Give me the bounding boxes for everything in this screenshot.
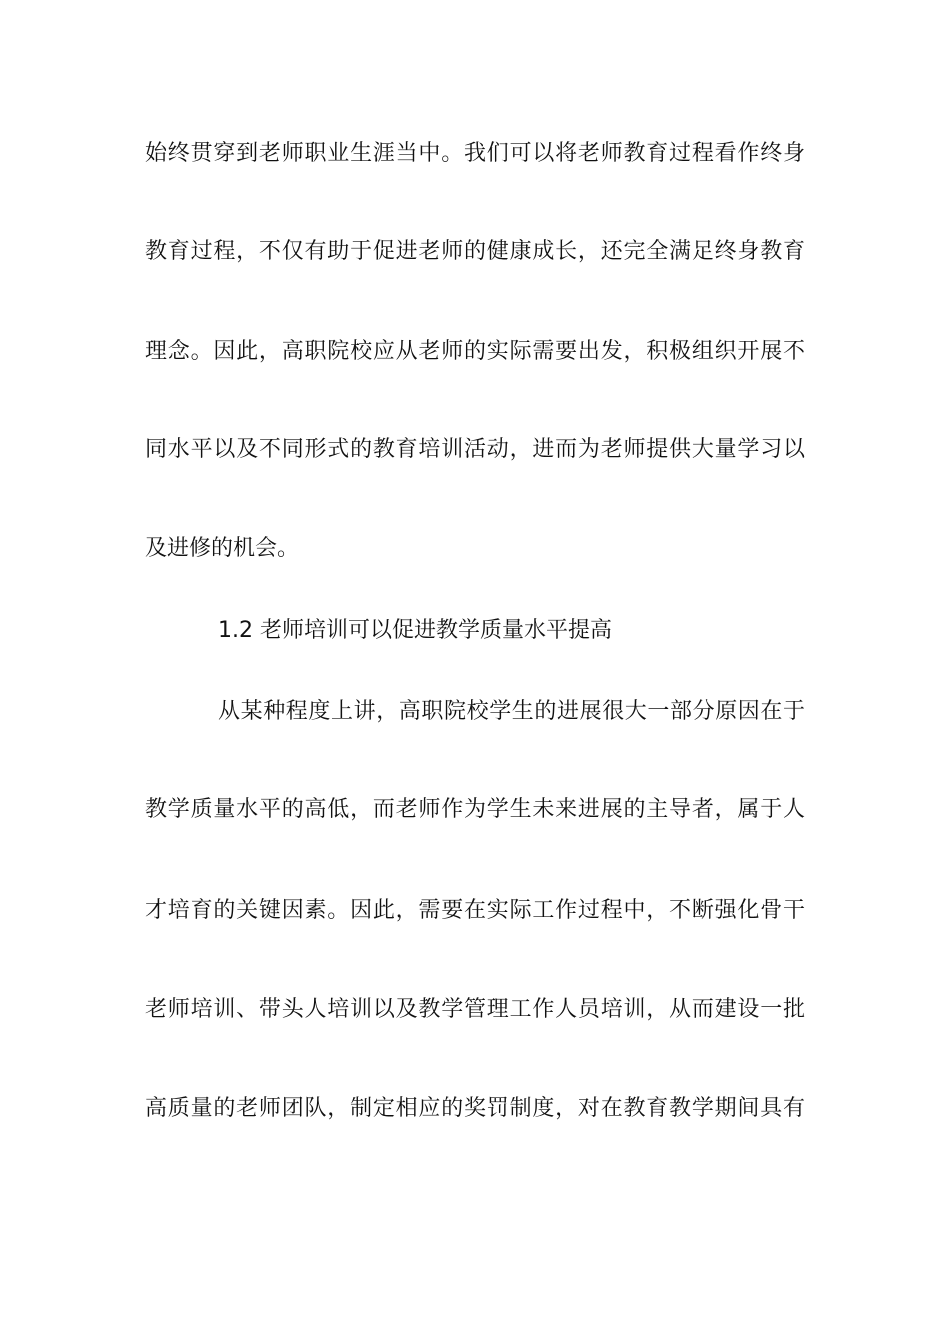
paragraph-line: 理念。因此，高职院校应从老师的实际需要出发，积极组织开展不 bbox=[145, 339, 805, 364]
paragraph-line: 同水平以及不同形式的教育培训活动，进而为老师提供大量学习以 bbox=[145, 437, 805, 462]
paragraph-line: 才培育的关键因素。因此，需要在实际工作过程中，不断强化骨干 bbox=[145, 898, 805, 923]
paragraph-line: 从某种程度上讲，高职院校学生的进展很大一部分原因在于 bbox=[218, 699, 805, 724]
paragraph-line: 教育过程，不仅有助于促进老师的健康成长，还完全满足终身教育 bbox=[145, 239, 805, 264]
paragraph-line: 及进修的机会。 bbox=[145, 536, 300, 561]
paragraph-line: 教学质量水平的高低，而老师作为学生未来进展的主导者，属于人 bbox=[145, 797, 805, 822]
paragraph-line: 高质量的老师团队，制定相应的奖罚制度，对在教育教学期间具有 bbox=[145, 1096, 805, 1121]
section-heading: 1.2 老师培训可以促进教学质量水平提高 bbox=[218, 618, 612, 643]
paragraph-line: 始终贯穿到老师职业生涯当中。我们可以将老师教育过程看作终身 bbox=[145, 141, 805, 166]
paragraph-line: 老师培训、带头人培训以及教学管理工作人员培训，从而建设一批 bbox=[145, 997, 805, 1022]
